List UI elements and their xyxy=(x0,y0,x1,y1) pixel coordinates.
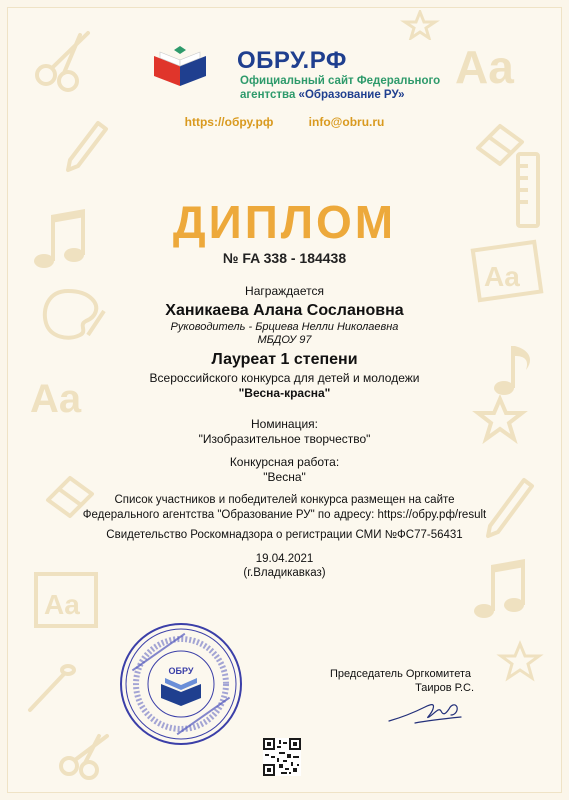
awarded-label: Награждается xyxy=(245,284,324,298)
award-title: Лауреат 1 степени xyxy=(211,351,358,368)
website-link[interactable]: https://обру.рф xyxy=(184,115,274,129)
obru-logo-icon xyxy=(150,42,210,90)
svg-text:Aa: Aa xyxy=(484,261,520,292)
contest-description: Всероссийского конкурса для детей и молодежи xyxy=(149,371,420,385)
brush-icon xyxy=(20,660,80,720)
diploma-number: № FA 338 - 184438 xyxy=(222,250,347,266)
contacts xyxy=(0,115,569,129)
results-line-2: Федерального агентства "Образование РУ" по адресу: https://обру.рф/result xyxy=(82,509,487,521)
signer-block xyxy=(330,667,480,695)
work-value: "Весна" xyxy=(263,470,306,484)
results-line-1: Список участников и победителей конкурса размещен на сайте xyxy=(114,494,455,506)
signer-name: Таиров Р.С. xyxy=(415,682,474,694)
diploma-body xyxy=(0,283,569,580)
header xyxy=(0,0,569,140)
supervisor: Руководитель - Брциева Нелли Николаевна xyxy=(170,321,399,333)
recipient-name: Ханикаева Алана Сослановна xyxy=(165,302,404,319)
issue-city: (г.Владикавказ) xyxy=(243,567,326,579)
star-bottom-icon xyxy=(495,640,545,690)
brand-title: ОБРУ.РФ xyxy=(237,47,347,74)
signer-position: Председатель Оргкомитета xyxy=(330,668,472,680)
svg-text:Aa: Aa xyxy=(44,589,80,620)
brand-subtitle-line2 xyxy=(240,88,440,102)
brand-subtitle-prefix: агентства xyxy=(240,89,299,101)
scissors-bottom-icon xyxy=(55,730,115,780)
issue-date: 19.04.2021 xyxy=(255,553,314,565)
qr-code-icon[interactable] xyxy=(263,738,301,776)
email-link[interactable]: info@obru.ru xyxy=(308,115,385,129)
work-label: Конкурсная работа: xyxy=(229,455,340,469)
svg-text:Aa: Aa xyxy=(455,41,514,93)
official-stamp-icon xyxy=(119,622,243,746)
contest-name: "Весна-красна" xyxy=(238,386,331,400)
handwritten-signature-icon xyxy=(385,695,465,727)
diploma-title: ДИПЛОМ xyxy=(172,196,397,248)
certificate-line: Свидетельство Роскомнадзора о регистрации СМИ №ФС77-56431 xyxy=(106,529,463,541)
brand-subtitle-highlight: «Образование РУ» xyxy=(298,89,405,101)
nomination-label: Номинация: xyxy=(250,417,318,431)
brand-subtitle-line1: Официальный сайт Федерального xyxy=(240,75,441,87)
svg-text:ОБРУ: ОБРУ xyxy=(168,666,194,676)
school: МБДОУ 97 xyxy=(257,334,312,346)
nomination-value: "Изобразительное творчество" xyxy=(198,432,371,446)
brand-subtitle xyxy=(240,74,440,102)
svg-text:Aa: Aa xyxy=(30,377,82,420)
